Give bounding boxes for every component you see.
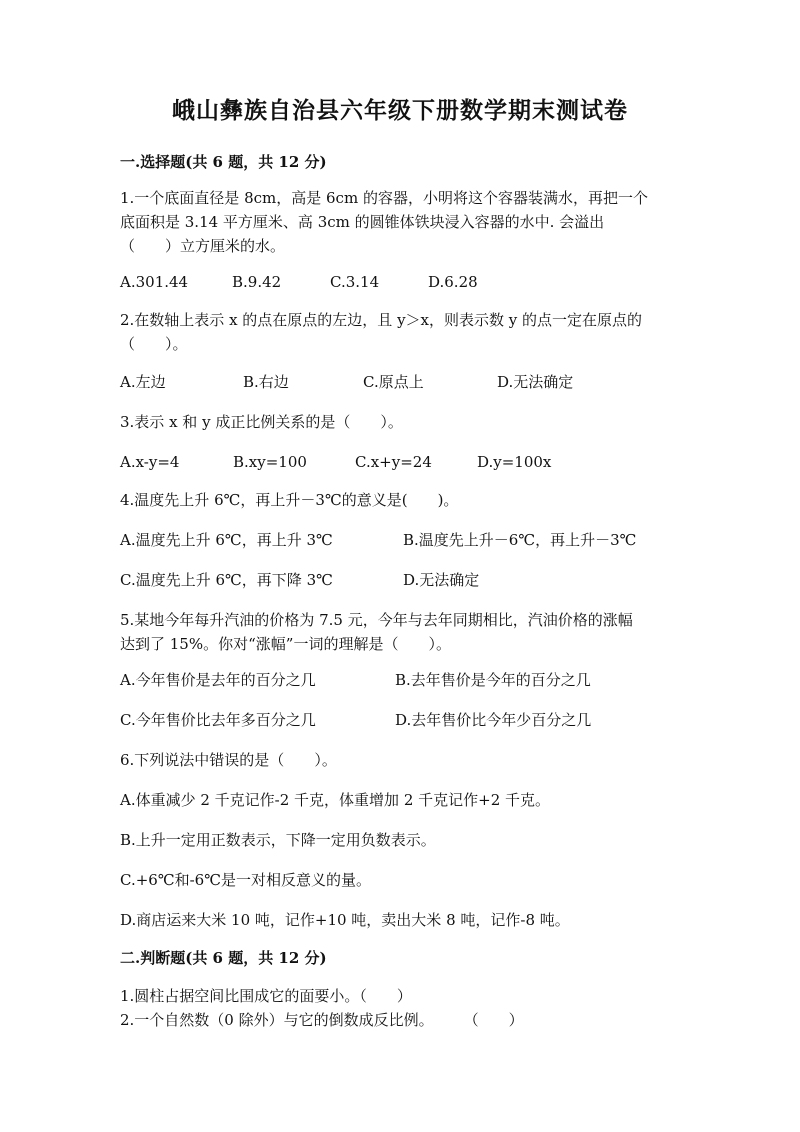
- question-3-option-a: A.x-y=4: [120, 453, 180, 471]
- question-6-line-1: 6.下列说法中错误的是（ ）。: [120, 751, 337, 769]
- question-5-line-1: 5.某地今年每升汽油的价格为 7.5 元，今年与去年同期相比，汽油价格的涨幅: [120, 611, 633, 629]
- section-heading-choice: 一.选择题(共 6 题，共 12 分): [120, 153, 327, 171]
- question-1-option-d: D.6.28: [428, 273, 478, 291]
- question-5-option-a: A.今年售价是去年的百分之几: [120, 671, 316, 689]
- question-3-option-c: C.x+y=24: [355, 453, 432, 471]
- exam-title: 峨山彝族自治县六年级下册数学期末测试卷: [172, 97, 628, 124]
- question-5-option-b: B.去年售价是今年的百分之几: [395, 671, 591, 689]
- question-3-line-1: 3.表示 x 和 y 成正比例关系的是（ ）。: [120, 413, 403, 431]
- question-1-line-1: 1.一个底面直径是 8cm，高是 6cm 的容器，小明将这个容器装满水，再把一个: [120, 189, 648, 207]
- question-2-line-1: 2.在数轴上表示 x 的点在原点的左边，且 y＞x，则表示数 y 的点一定在原点的: [120, 311, 643, 329]
- question-4-option-c: C.温度先上升 6℃，再下降 3℃: [120, 571, 333, 589]
- question-3-option-d: D.y=100x: [477, 453, 552, 471]
- question-6-option-c: C.+6℃和-6℃是一对相反意义的量。: [120, 871, 371, 889]
- question-1-line-2: 底面积是 3.14 平方厘米、高 3cm 的圆锥体铁块浸入容器的水中. 会溢出: [120, 213, 605, 231]
- question-1-line-3: （ ）立方厘米的水。: [120, 237, 286, 255]
- question-6-option-d: D.商店运来大米 10 吨，记作+10 吨，卖出大米 8 吨，记作-8 吨。: [120, 911, 570, 929]
- question-5-line-2: 达到了 15%。你对“涨幅”一词的理解是（ ）。: [120, 635, 451, 653]
- question-5-option-d: D.去年售价比今年少百分之几: [395, 711, 592, 729]
- question-1-option-c: C.3.14: [330, 273, 380, 291]
- question-1-option-a: A.301.44: [120, 273, 189, 291]
- section-heading-judgement: 二.判断题(共 6 题，共 12 分): [120, 949, 327, 967]
- judgement-item-1: 1.圆柱占据空间比围成它的面要小。（ ）: [120, 987, 412, 1005]
- question-4-option-a: A.温度先上升 6℃，再上升 3℃: [120, 531, 333, 549]
- question-2-option-d: D.无法确定: [497, 373, 574, 391]
- question-6-option-a: A.体重减少 2 千克记作-2 千克，体重增加 2 千克记作+2 千克。: [120, 791, 551, 809]
- judgement-item-2: 2.一个自然数（0 除外）与它的倒数成反比例。 （ ）: [120, 1011, 524, 1029]
- question-3-option-b: B.xy=100: [233, 453, 307, 471]
- question-2-option-c: C.原点上: [363, 373, 424, 391]
- question-2-line-2: （ ）。: [120, 335, 188, 353]
- question-4-option-b: B.温度先上升－6℃，再上升－3℃: [403, 531, 637, 549]
- question-2-option-b: B.右边: [243, 373, 289, 391]
- question-2-option-a: A.左边: [120, 373, 166, 391]
- question-4-option-d: D.无法确定: [403, 571, 480, 589]
- question-5-option-c: C.今年售价比去年多百分之几: [120, 711, 316, 729]
- question-1-option-b: B.9.42: [232, 273, 282, 291]
- question-4-line-1: 4.温度先上升 6℃，再上升－3℃的意义是( )。: [120, 491, 459, 509]
- question-6-option-b: B.上升一定用正数表示，下降一定用负数表示。: [120, 831, 436, 849]
